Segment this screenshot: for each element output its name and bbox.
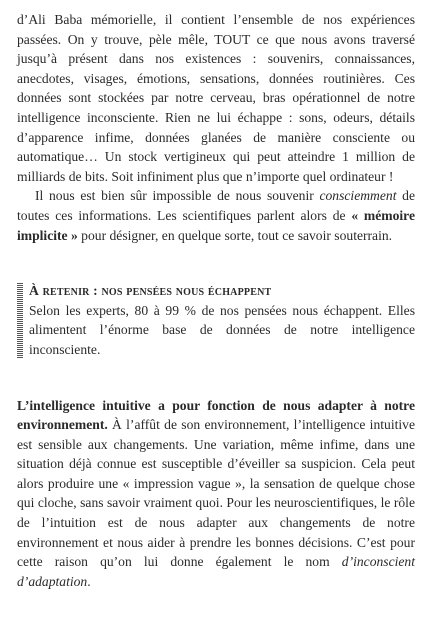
- implicit-memory-text-end: pour désigner, en quelque sorte, tout ce savoir souterrain.: [77, 227, 393, 243]
- paragraph-intuitive-intelligence: [17, 396, 415, 592]
- intuitive-intelligence-text: À l’affût de son environnement, l’intelligence intuitive est sensible aux changements. Une variation, même infime, dans une situation déjà connue est susceptible d’éveiller sa suspicion. Cela peut alors produire une « impression vague », la sensation de quelque chose qui cloche, sans savoir vraiment quoi. Pour les neuroscientifiques, le rôle de l’intuition est de nous adapter aux changements de notre environnement et nous aider à prendre les bonnes décisions. C’est pour cette raison qu’on lui donne également le nom: [17, 417, 415, 570]
- paragraph-memory-store: d’Ali Baba mémorielle, il contient l’ensemble de nos expériences passées. On y trouve, pèle mêle, TOUT ce que nous avons traversé jusqu’à présent dans nos existences : souvenirs, connaissances, anecdotes, visages, émotions, sensations, données routinières. Ces données sont stockées par notre cerveau, bras opérationnel de notre intelligence inconsciente. Rien ne lui échappe : sons, odeurs, détails d’apparence infime, données glanées de manière consciente ou automatique… Un stock vertigineux qui peut atteindre 1 million de milliards de bits. Soit infiniment plus que n’importe quel ordinateur !: [17, 12, 415, 184]
- key-takeaway-callout: [17, 281, 415, 359]
- consciemment-emphasis: consciemment: [319, 188, 397, 204]
- intuitive-intelligence-lead: L’intelligence intuitive a pour fonction de nous adapter à notre environnement.: [17, 397, 415, 433]
- callout-body: Selon les experts, 80 à 99 % de nos pensées nous échappent. Elles alimentent l’énorme base de données de notre intelligence inconsciente.: [29, 302, 415, 357]
- callout-side-bar: [17, 283, 23, 357]
- implicit-memory-text-middle: de toutes ces informations. Les scientifiques parlent alors de: [17, 188, 415, 223]
- adaptation-term: d’inconscient d’adaptation: [17, 554, 415, 589]
- implicit-memory-term: « mémoire implicite »: [17, 207, 415, 243]
- callout-title: À retenir : nos pensées nous échappent: [29, 283, 272, 299]
- page-content: [17, 10, 415, 591]
- paragraph-implicit-memory: [17, 186, 415, 245]
- implicit-memory-text-start: Il nous est bien sûr impossible de nous souvenir: [35, 188, 320, 204]
- paragraph-end-punctuation: .: [87, 573, 91, 589]
